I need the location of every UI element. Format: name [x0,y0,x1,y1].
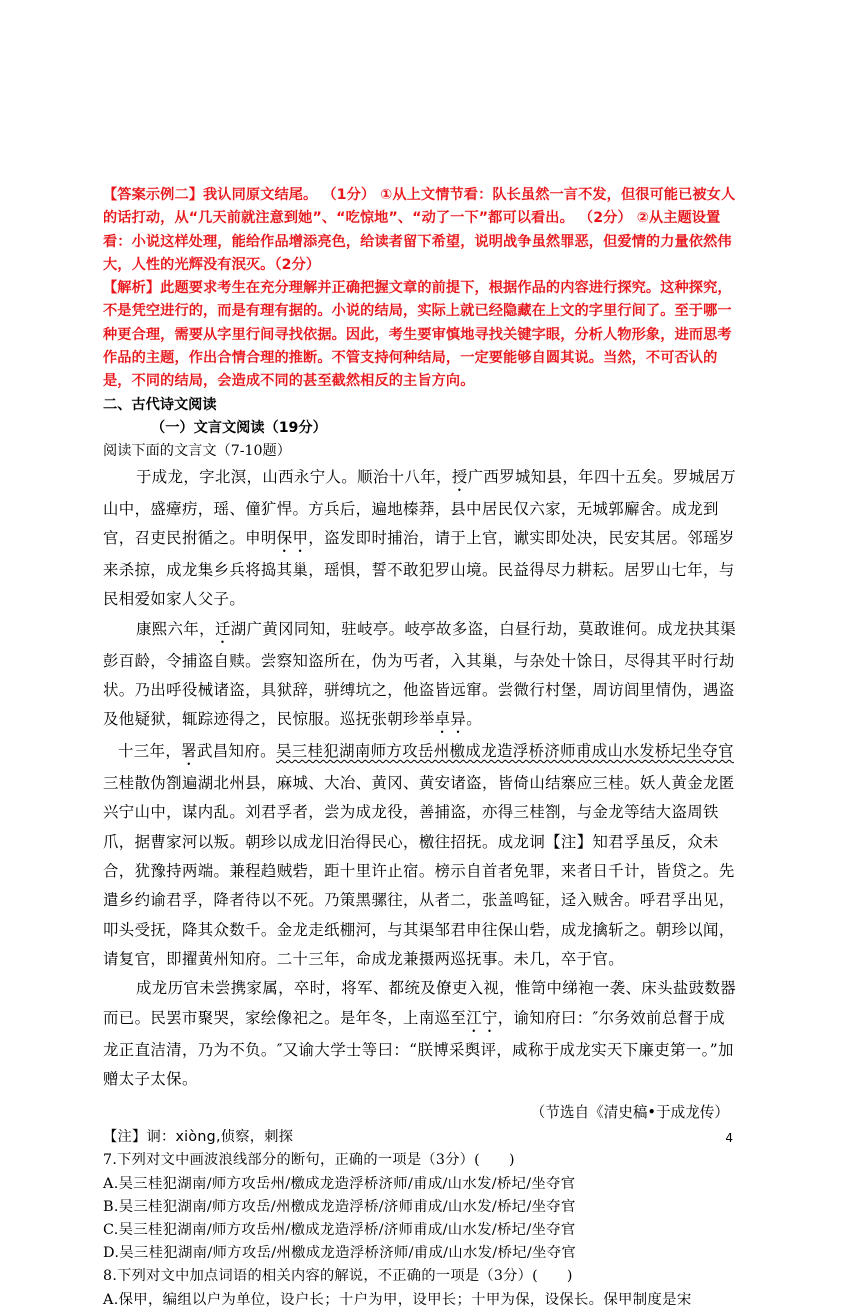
question-8: 8.下列对文中加点词语的相关内容的解说，不正确的一项是（3分）( ) [103,1268,573,1285]
dotted-word: 署 [181,742,197,761]
dotted-word: 江宁 [466,1008,498,1027]
passage-paragraph-1: 于成龙，字北溟，山西永宁人。顺治十八年，授广西罗城知县，年四十五矣。罗城居万山中，盛瘴疠，瑶、僮犷悍。方兵后，遍地榛莽，县中居民仅六家，无城郭廨舍。成龙到官，召吏民拊循之。申明保甲，盗发即时捕治，请于上官，谳实即处决，民安其居。邻瑶岁来杀掠，成龙集乡兵将捣其巢，瑶惧，誓不敢犯罗山境。民益得尽力耕耘。居罗山七年，与民相爱如家人父子。 [103,467,737,609]
answer-analysis: 【解析】此题要求考生在充分理解并正确把握文章的前提下，根据作品的内容进行探究。这种探究，不是凭空进行的，而是有理有据的。小说的结局，实际上就已经隐藏在上文的字里行间了。至于哪一种更合理，需要从字里行间寻找依据。因此，考生要审慎地寻找关键字眼，分析人物形象，进而思考作品的主题，作出合情合理的推断。不管支持何种结局，一定要能够自圆其说。当然，不可否认的是，不同的结局，会造成不同的甚至截然相反的主旨方向。 [103,280,732,390]
question-7-option-d: D.吴三桂犯湖南/师方攻岳/州檄成龙造浮桥济师/甫成/山水发/桥圮/坐夺官 [103,1245,577,1262]
passage-paragraph-2: 康熙六年，迁湖广黄冈同知，驻岐亭。岐亭故多盗，白昼行劫，莫敢谁何。成龙抉其渠彭百龄，令捕盗自赎。尝察知盗所在，伪为丐者，入其巢，与杂处十馀日，尽得其平时行劫状。乃出呼役械诸盗，具狱辞，骈缚坑之，他盗皆远窜。尝微行村堡，周访闾里情伪，遇盗及他疑狱，辄踪迹得之，民惊服。巡抚张朝珍举卓异。 [103,619,737,729]
answer-example-two: 【答案示例二】我认同原文结尾。 （1分） ①从上文情节看：队长虽然一言不发，但很可能已被女人的话打动，从“几天前就注意到她”、“吃惊地”、“动了一下”都可以看出。 （2分） ②从主题设置看：小说这样处理，能给作品增添亮色，给读者留下希望，说明战争虽然罪恶，但爱情的力量依然伟大，人性的光辉没有泯灭。（2分） [103,187,736,273]
section-title: 二、古代诗文阅读 [103,396,217,413]
passage-paragraph-4: 成龙历官未尝携家属，卒时，将军、都统及僚吏入视，惟笥中绨袍一袭、床头盐豉数器而已。民罢市聚哭，家绘像祀之。是年冬，上南巡至江宁，谕知府曰：″尔务效前总督于成龙正直洁清，乃为不负。″又谕大学士等曰：“朕博采舆评，咸称于成龙实天下廉吏第一。”加赠太子太保。 [103,979,737,1088]
question-8-option-a: A.保甲，编组以户为单位，设户长；十户为甲，设甲长；十甲为保，设保长。保甲制度是宋 [103,1291,692,1308]
dotted-word: 迁 [214,619,231,638]
question-7: 7.下列对文中画波浪线部分的断句，正确的一项是（3分）( ) [103,1152,515,1169]
passage-paragraph-3: 十三年，署武昌知府。吴三桂犯湖南师方攻岳州檄成龙造浮桥济师甫成山水发桥圮坐夺官三桂散伪劄遍湖北州县，麻城、大冶、黄冈、黄安诸盗，皆倚山结寨应三桂。妖人黄金龙匿兴宁山中，谋内乱。刘君孚者，尝为成龙役，善捕盗，亦得三桂劄，与金龙等结大盗周铁爪，据曹家河以叛。朝珍以成龙旧治得民心，檄往招抚。成龙诇【注】知君孚虽反，众未合，犹豫持两端。兼程趋贼砦，距十里许止宿。榜示自首者免罪，来者日千计，皆贷之。先遣乡约谕君孚，降者待以不死。乃策黑骡往，从者二，张盖鸣钲，迳入贼舍。呼君孚出见，叩头受抚，降其众数千。金龙走纸棚河，与其渠邹君申往保山砦，成龙擒斩之。朝珍以闻，请复官，即擢黄州知府。二十三年，命成龙兼摄两巡抚事。未几，卒于官。 [103,742,735,968]
reading-instruction: 阅读下面的文言文（7-10题） [103,442,291,459]
question-7-option-c: C.吴三桂犯湖南/师方攻岳州/檄成龙造浮桥/济师甫成/山水发/桥圮/坐夺官 [103,1221,576,1238]
dotted-word: 授 [451,467,468,486]
dotted-word: 保甲 [276,528,309,547]
wavy-underlined-sentence: 吴三桂犯湖南师方攻岳州檄成龙造浮桥济师甫成山水发桥圮坐夺官 [275,742,734,761]
page-number: 4 [725,1131,733,1145]
document-page [103,184,739,1312]
section-subtitle: （一）文言文阅读（19分） [151,419,327,436]
question-7-option-a: A.吴三桂犯湖南/师方攻岳州/檄成龙造浮桥济师/甫成/山水发/桥圮/坐夺官 [103,1175,576,1192]
dotted-word: 卓异 [434,710,467,729]
passage-source: （节选自《清史稿•于成龙传） [530,1104,729,1122]
passage-note: 【注】诇：xiòng,侦察，刺探 [103,1129,294,1146]
question-7-option-b: B.吴三桂犯湖南/师方攻岳/州檄成龙造浮桥/济师甫成/山水发/桥圮/坐夺官 [103,1198,576,1215]
